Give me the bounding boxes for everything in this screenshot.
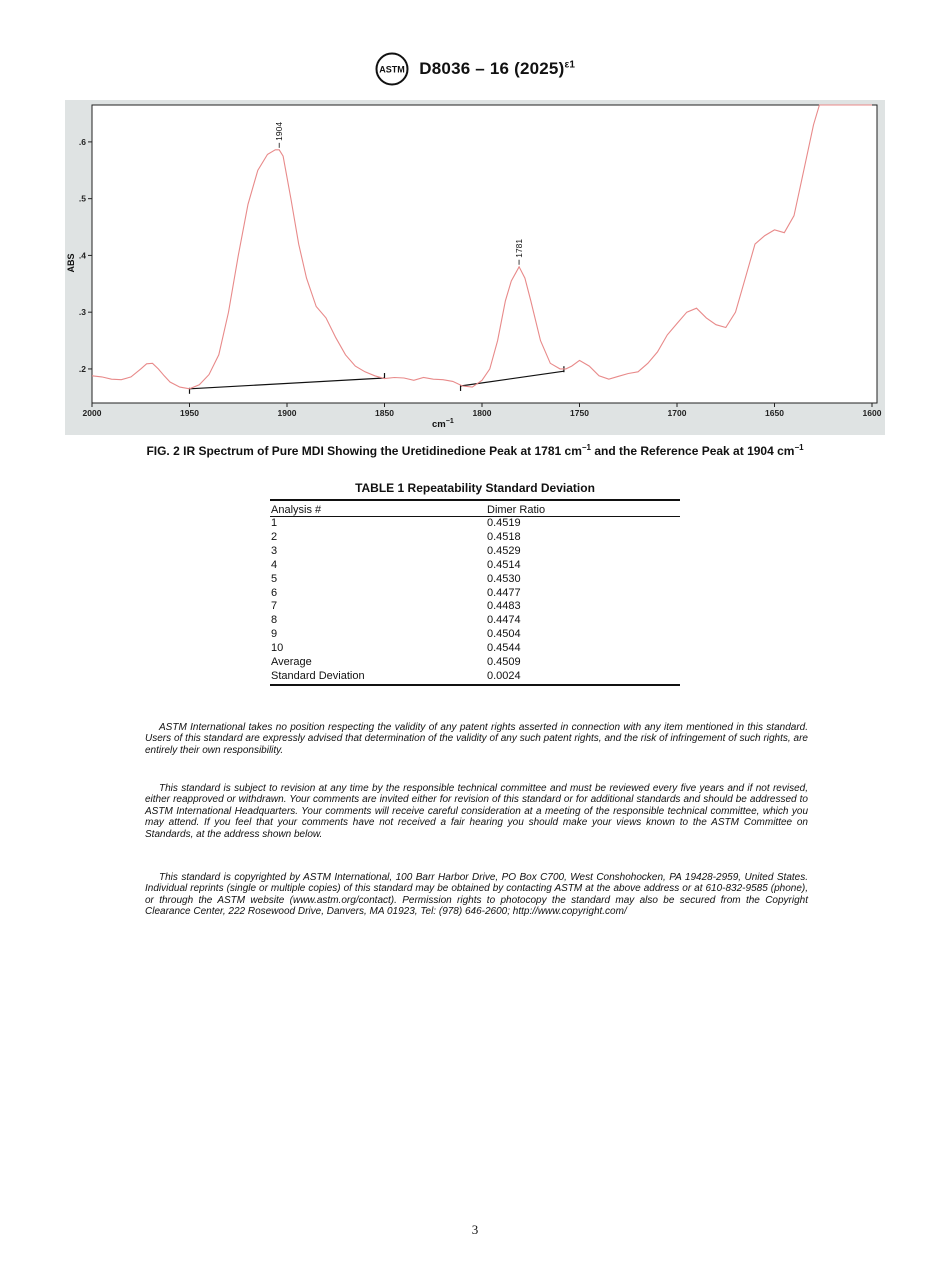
dimer-ratio-cell: 0.4518	[487, 530, 521, 543]
dimer-ratio-cell: 0.4504	[487, 628, 521, 641]
logo-text: ASTM	[379, 64, 405, 75]
x-tick-label: 1750	[570, 408, 589, 418]
x-tick-label: 1950	[180, 408, 199, 418]
figure-caption: FIG. 2 IR Spectrum of Pure MDI Showing the Uretidinedione Peak at 1781 $cm^{-1}$ and the Reference Peak at 1904 $cm^{-1}$	[146, 443, 804, 458]
table-row	[270, 517, 680, 531]
y-tick-label: .2	[78, 363, 86, 374]
analysis-cell: 2	[271, 530, 278, 543]
table-row	[270, 614, 680, 628]
table-row	[270, 670, 680, 685]
analysis-cell: 3	[271, 544, 278, 557]
table-header-row	[270, 500, 680, 517]
x-tick-label: 1650	[765, 408, 784, 418]
x-axis-ticks	[83, 403, 882, 418]
analysis-cell: 4	[271, 558, 278, 571]
dimer-ratio-cell: 0.4529	[487, 544, 521, 557]
dimer-ratio-cell: 0.0024	[486, 670, 680, 685]
astm-logo-icon	[375, 52, 409, 86]
analysis-cell: Average	[271, 656, 312, 669]
table-row	[270, 573, 680, 587]
dimer-ratio-cell: 0.4514	[487, 558, 521, 571]
table-title: TABLE 1 Repeatability Standard Deviation	[355, 481, 595, 495]
x-tick-label: 1600	[862, 408, 882, 418]
table-row	[270, 545, 680, 559]
plot-area	[92, 105, 877, 403]
table-row	[270, 656, 680, 670]
analysis-cell: Standard Deviation	[270, 670, 486, 685]
analysis-cell: 9	[271, 628, 278, 641]
dimer-ratio-cell: 0.4477	[487, 586, 521, 599]
repeatability-table	[270, 499, 680, 686]
y-tick-label: .3	[78, 307, 86, 318]
peak-label: 1904	[274, 121, 285, 141]
column-header-dimer-ratio: Dimer Ratio	[486, 500, 680, 517]
edition-superscript: ε1	[564, 59, 576, 71]
table-row	[270, 628, 680, 642]
page-number: 3	[471, 1222, 479, 1237]
column-header-analysis: Analysis #	[270, 500, 486, 517]
x-tick-label: 1900	[277, 408, 297, 418]
y-tick-label: .6	[78, 136, 86, 147]
analysis-cell: 7	[271, 600, 278, 613]
analysis-cell: 10	[271, 642, 284, 655]
dimer-ratio-cell: 0.4530	[487, 572, 521, 585]
analysis-cell: 8	[271, 614, 278, 627]
table-row	[270, 587, 680, 601]
x-tick-label: 1700	[667, 408, 687, 418]
patent-notice: ASTM International takes no position respecting the validity of any patent rights asserted in connection with any item mentioned in this standard. Users of this standard are expressly advised that determination of the validity of any such patent rights, and the risk of infringement of such rights, are entirely their own responsibility.	[145, 722, 808, 756]
y-tick-label: .4	[78, 250, 86, 261]
y-axis-label: ABS	[66, 253, 76, 273]
table-row	[270, 531, 680, 545]
table-row	[270, 642, 680, 656]
analysis-cell: 6	[271, 586, 278, 599]
dimer-ratio-cell: 0.4519	[487, 517, 521, 529]
table-row	[270, 559, 680, 573]
table-row	[270, 600, 680, 614]
x-tick-label: 1850	[375, 408, 394, 418]
y-axis-ticks	[79, 137, 92, 374]
analysis-cell: 1	[271, 517, 278, 529]
peak-label: 1781	[514, 238, 525, 258]
dimer-ratio-cell: 0.4483	[487, 600, 521, 613]
dimer-ratio-cell: 0.4544	[487, 642, 521, 655]
dimer-ratio-cell: 0.4474	[487, 614, 521, 627]
copyright-notice: This standard is copyrighted by ASTM International, 100 Barr Harbor Drive, PO Box C700, West Conshohocken, PA 19428-2959, United States. Individual reprints (single or multiple copies) of this standard may be obtained by contacting ASTM at the above address or at 610-832-9585 (phone), or through the ASTM website (www.astm.org/contact). Permission rights to photocopy the standard may also be secured from the Copyright Clearance Center, 222 Rosewood Drive, Danvers, MA 01923, Tel: (978) 646-2600; http://www.copyright.com/	[145, 872, 808, 918]
x-tick-label: 2000	[82, 408, 102, 418]
x-axis-label-sup: −1	[445, 418, 454, 425]
standard-designation: D8036 – 16 $(2025)^{\varepsilon 1}$	[419, 59, 576, 78]
analysis-cell: 5	[271, 572, 278, 585]
x-tick-label: 1800	[472, 408, 492, 418]
y-tick-label: .5	[78, 193, 86, 204]
document-header	[0, 52, 950, 86]
x-axis-label: $cm^{-1}$	[432, 418, 454, 430]
dimer-ratio-cell: 0.4509	[487, 656, 521, 669]
revision-notice: This standard is subject to revision at any time by the responsible technical committee and must be reviewed every five years and if not revised, either reapproved or withdrawn. Your comments are invited either for revision of this standard or for additional standards and should be addressed to ASTM International Headquarters. Your comments will receive careful consideration at a meeting of the responsible technical committee, which you may attend. If you feel that your comments have not received a fair hearing you should make your views known to the ASTM Committee on Standards, at the address shown below.	[145, 783, 808, 840]
ir-spectrum-chart	[65, 100, 885, 435]
